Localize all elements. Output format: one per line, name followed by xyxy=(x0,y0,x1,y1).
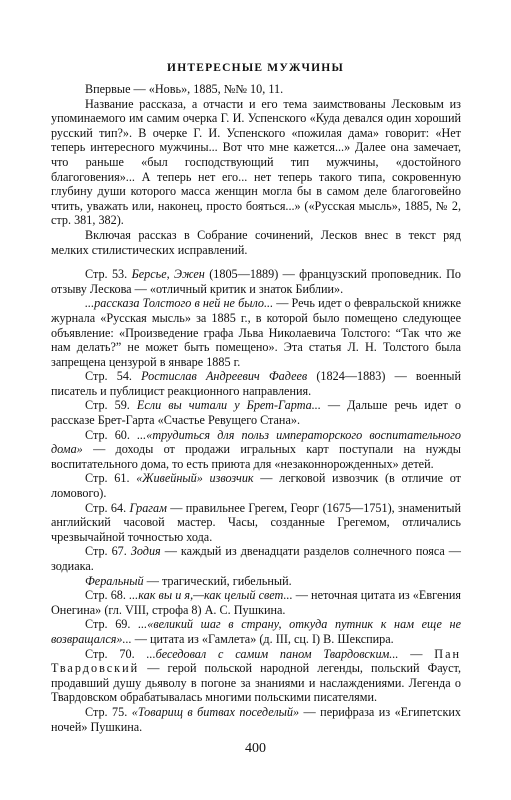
note-text: — xyxy=(398,646,435,661)
note-text: — перифраза из «Египетских ночей» Пушкина. xyxy=(51,704,462,734)
note-term: ...беседовал с самим паном Твардовским... xyxy=(146,646,399,661)
note-p54 xyxy=(51,369,461,398)
note-term: ...«трудиться для польз императорского воспитательного дома» xyxy=(51,427,461,457)
first-publication-line: Впервые — «Новь», 1885, №№ 10, 11. xyxy=(85,82,284,96)
note-ref: Стр. 70. xyxy=(85,646,135,661)
note-text: — Речь идет о февральской книжке журнала «Русская мысль» за 1885 г., в которой было помещено следующее объявление: «Произведение графа Льва Николаевича Толстого: “Так что же нам делать?” не может быть помещено». Эта статья Л. Н. Толстого была запрещена цензурой в январе 1885 г. xyxy=(51,296,462,369)
running-head: ИНТЕРЕСНЫЕ МУЖЧИНЫ xyxy=(167,62,344,74)
note-p61 xyxy=(51,471,461,500)
note-term: ...рассказа Толстого в ней не было... xyxy=(85,296,274,311)
note-text: — доходы от продажи игральных карт поступали на нужды воспитательного дома, то есть приюта для «незаконнорожденных» детей. xyxy=(51,442,461,471)
note-term: Берсье, Эжен xyxy=(131,267,205,282)
note-text: — легковой извозчик (в отличие от ломового). xyxy=(51,471,462,501)
note-term: Если вы читали у Брет-Гарта... xyxy=(136,398,321,413)
note-text: — герой польской народной легенды, польский Фауст, продавший душу дьяволу в погоне за знаниями и наслаждениями. Легенда о Твардовском обрабатывалась многими польскими писателями. xyxy=(51,661,461,705)
note-p67 xyxy=(51,544,461,573)
note-text: — неточная цитата из «Евгения Онегина» (гл. VIII, строфа 8) А. С. Пушкина. xyxy=(51,588,461,617)
note-ref: Стр. 64. xyxy=(85,500,127,515)
note-ref: Стр. 60. xyxy=(85,427,130,442)
note-p53-second xyxy=(51,296,461,369)
note-ref: Стр. 75. xyxy=(85,704,128,719)
note-text: — каждый из двенадцати разделов солнечного пояса — зодиака. xyxy=(51,544,461,573)
note-p64 xyxy=(51,501,461,545)
note-p69 xyxy=(51,617,461,646)
note-text: — Дальше речь идет о рассказе Брет-Гарта «Счастье Ревущего Стана». xyxy=(51,398,461,428)
note-p53 xyxy=(51,267,461,296)
note-ref: Стр. 67. xyxy=(85,544,127,559)
page-number: 400 xyxy=(245,741,266,756)
commentary-body xyxy=(51,82,461,734)
note-ref: Стр. 54. xyxy=(85,369,132,384)
note-term: «Товарищ в битвах поседелый» xyxy=(131,704,300,719)
note-term: Грагам xyxy=(129,500,167,515)
note-term: Ростислав Андреевич Фадеев xyxy=(141,369,308,384)
note-ref: Стр. 61. xyxy=(85,471,130,486)
note-ref: Стр. 69. xyxy=(85,617,131,632)
note-term: «Живейный» извозчик xyxy=(136,471,254,486)
note-term: Зодия xyxy=(130,544,161,559)
note-p60 xyxy=(51,428,461,472)
note-spaced-term: Пан Твардовский xyxy=(51,646,462,676)
intro-paragraph: Включая рассказ в Собрание сочинений, Лесков внес в текст ряд мелких стилистических исправлений. xyxy=(51,227,461,257)
note-p70 xyxy=(51,647,461,705)
note-text: — трагический, гибельный. xyxy=(143,573,292,588)
note-text: (1824—1883) — военный писатель и публицист реакционного направления. xyxy=(51,369,461,398)
section-gap xyxy=(51,257,461,267)
note-term: ...«великий шаг в страну, откуда путник к нам еще не возвращался»... xyxy=(51,617,461,646)
note-text: — правильнее Грегем, Георг (1675—1751), знаменитый английский часовой мастер. Часы, созданные Грегемом, отличались чрезвычайной точностью хода. xyxy=(51,500,461,544)
note-term: ...как вы и я,—как целый свет... xyxy=(129,588,293,603)
note-ref: Стр. 68. xyxy=(85,588,126,603)
note-term: Феральный xyxy=(85,573,144,588)
note-text: (1805—1889) — французский проповедник. По отзыву Лескова — «отличный критик и знаток Библии». xyxy=(51,267,461,296)
intro-paragraph: Название рассказа, а отчасти и его тема заимствованы Лесковым из упоминаемого им самим очерка Г. И. Успенского «Куда девался один хороший русский тип?». В очерке Г. И. Успенского «пожилая дама» говорит: «Нет теперь интересного мужчины... Вот что мне кажется...» Далее она замечает, что раньше «был господствующий тип мужчины, «достойного благоговения»... А теперь нет его... нет теперь такого типа, сокровенную глубину души которого масса женщин могла бы в самом деле благоговейно чтить, уважать или, наконец, просто бояться...» («Русская мысль», 1885, № 2, стр. 381, 382). xyxy=(51,96,461,228)
note-p59 xyxy=(51,398,461,427)
note-ref: Стр. 53. xyxy=(85,267,128,282)
note-ref: Стр. 59. xyxy=(85,398,130,413)
note-p67-second xyxy=(51,574,461,589)
note-p68 xyxy=(51,588,461,617)
note-text: — цитата из «Гамлета» (д. III, сц. I) В. Шекспира. xyxy=(131,631,394,646)
note-p75 xyxy=(51,705,461,734)
